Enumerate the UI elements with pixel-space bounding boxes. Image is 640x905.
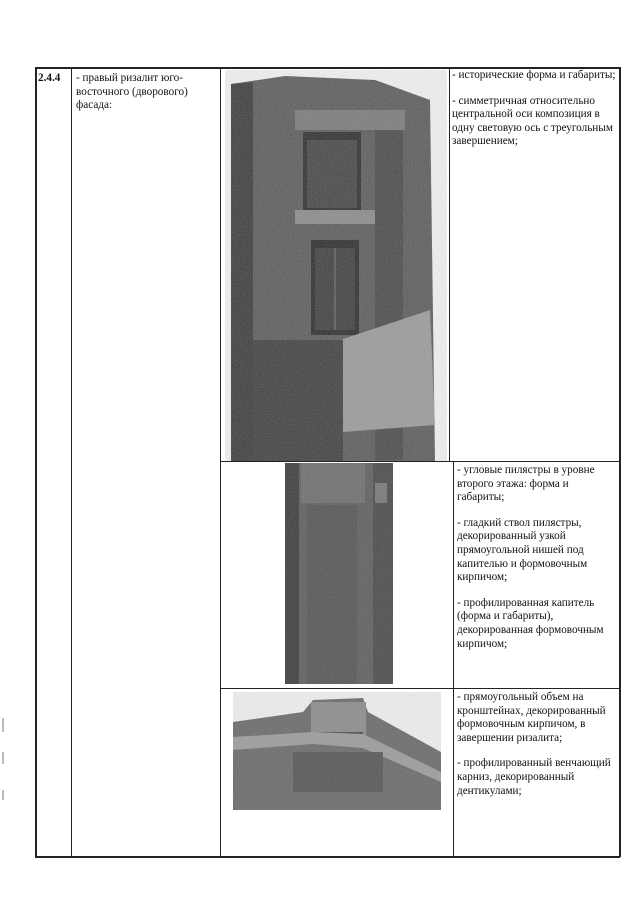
facade-photo-image bbox=[225, 70, 447, 461]
features-section-2 bbox=[457, 464, 617, 663]
feature-item: - профилированный венчающий карниз, декорированный дентикулами; bbox=[457, 757, 611, 797]
feature-item: - профилированная капитель (форма и габариты), декорированная формовочным кирпичом; bbox=[457, 596, 604, 650]
row-number: 2.4.4 bbox=[38, 72, 61, 84]
feature-item: - исторические форма и габариты; bbox=[452, 69, 616, 81]
cornice-photo bbox=[233, 692, 441, 810]
row-divider-2 bbox=[220, 688, 620, 689]
column-divider-2 bbox=[220, 67, 221, 857]
feature-item: - гладкий ствол пилястры, декорированный узкой прямоугольной нишей под капителью и формовочным кирпичом; bbox=[457, 516, 588, 584]
feature-item: - симметричная относительно центральной оси композиция в одну световую ось с треугольным завершением; bbox=[452, 94, 613, 148]
features-section-1 bbox=[452, 69, 617, 161]
feature-item: - угловые пилястры в уровне второго этажа: форма и габариты; bbox=[457, 464, 595, 504]
column-divider-3b bbox=[453, 462, 454, 857]
features-section-3 bbox=[457, 691, 617, 810]
scan-margin-mark bbox=[2, 752, 4, 764]
pilaster-photo bbox=[285, 463, 393, 684]
scan-margin-mark bbox=[2, 790, 4, 800]
column-divider-3a bbox=[449, 67, 450, 462]
table-right-border bbox=[619, 67, 621, 857]
pilaster-photo-image bbox=[285, 463, 393, 684]
column-divider-1 bbox=[71, 67, 72, 857]
cornice-photo-image bbox=[233, 692, 441, 810]
table-bottom-border bbox=[35, 856, 620, 858]
element-description: - правый ризалит юго-восточного (дворового) фасада: bbox=[76, 72, 188, 112]
table-left-border bbox=[35, 67, 37, 857]
scan-margin-mark bbox=[2, 718, 4, 732]
feature-item: - прямоугольный объем на кронштейнах, декорированный формовочным кирпичом, в завершении ризалита; bbox=[457, 691, 606, 744]
row-divider-1 bbox=[220, 461, 620, 462]
facade-photo bbox=[225, 70, 447, 461]
